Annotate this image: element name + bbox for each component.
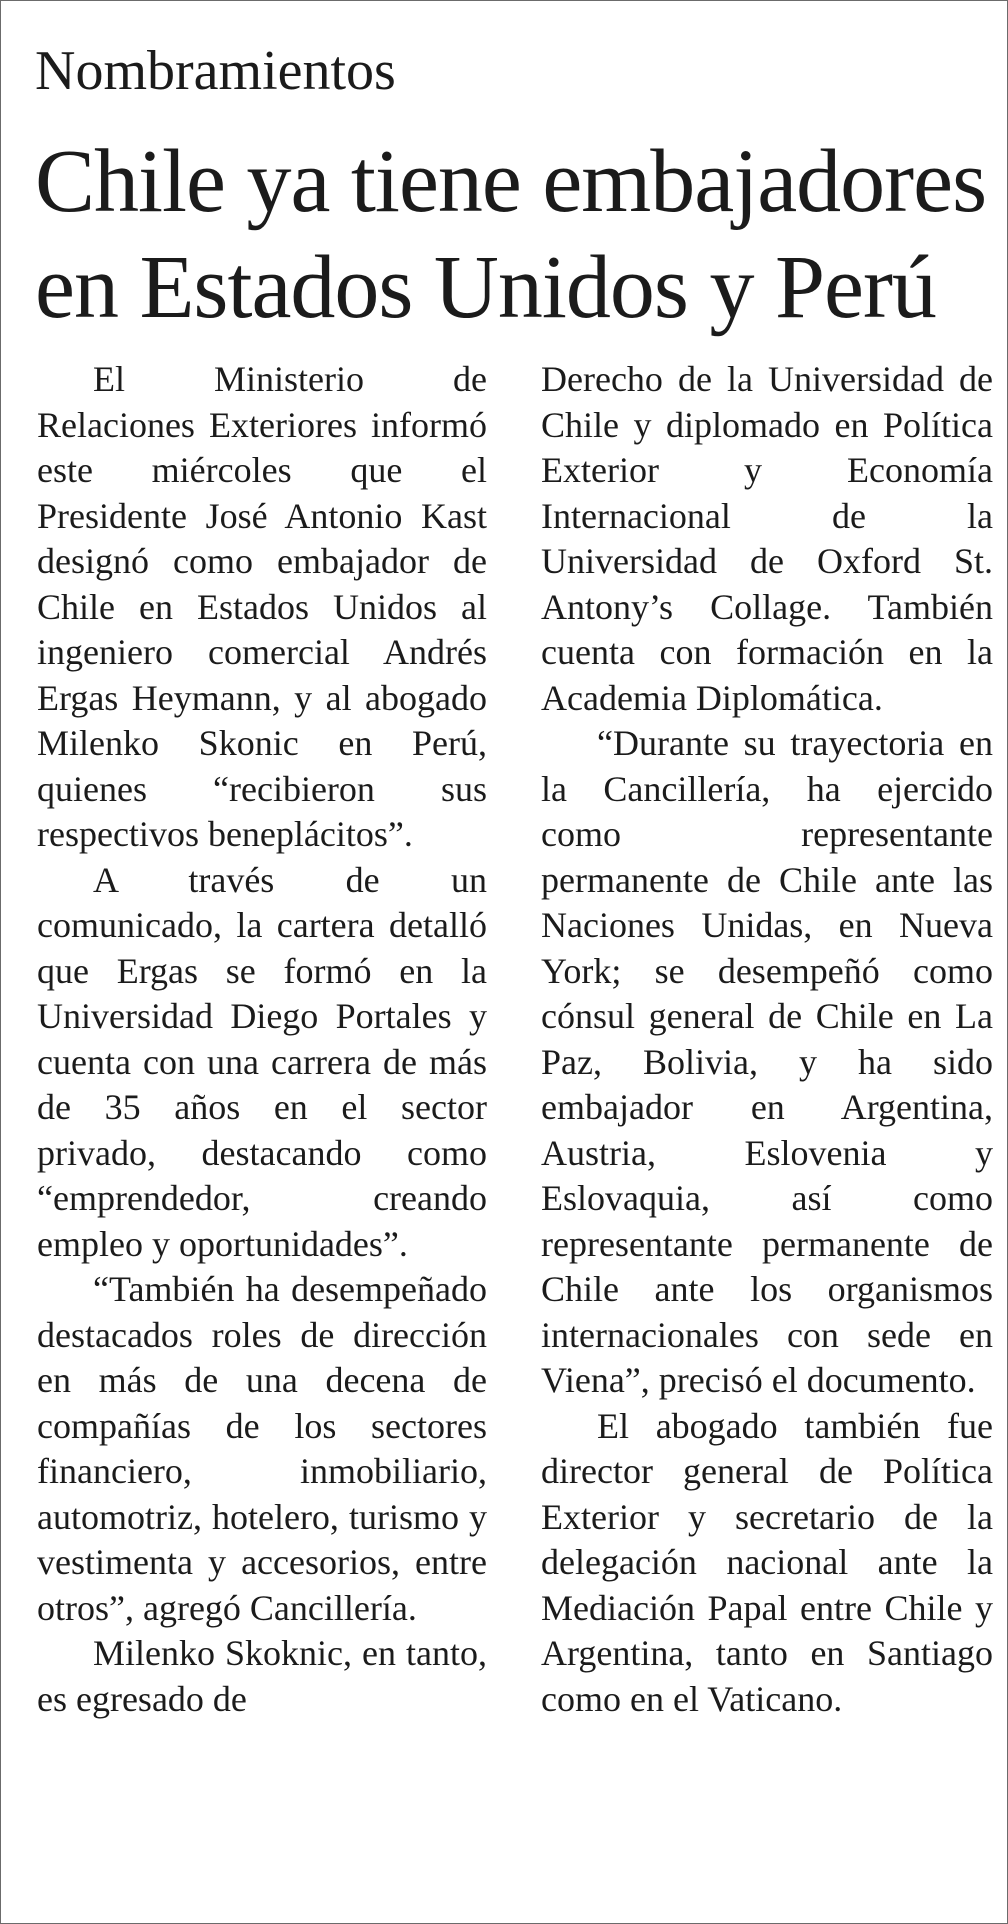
- body-paragraph: “También ha desempeñado destacados roles de dirección en más de una decena de compañías de los sectores financiero, inmobiliario, automotriz, hotelero, turismo y vestimenta y accesorios, entre otros”, agregó Cancillería.: [37, 1269, 487, 1628]
- section-kicker: Nombramientos: [35, 40, 396, 102]
- body-paragraph: El Ministerio de Relaciones Exteriores informó este miércoles que el Presidente José Antonio Kast designó como embajador de Chile en Estados Unidos al ingeniero comercial Andrés Ergas Heymann, y al abogado Milenko Skonic en Perú, quienes “recibieron sus respectivos beneplácitos”.: [37, 359, 487, 854]
- body-paragraph: Derecho de la Universidad de Chile y diplomado en Política Exterior y Economía Internacional de la Universidad de Oxford St. Antony’s Collage. También cuenta con formación en la Academia Diplomática.: [541, 359, 993, 718]
- article-headline: Chile ya tiene embajadores en Estados Unidos y Perú: [35, 132, 987, 337]
- body-column-right: [541, 357, 993, 1722]
- body-paragraph: A través de un comunicado, la cartera detalló que Ergas se formó en la Universidad Diego Portales y cuenta con una carrera de más de 35 años en el sector privado, destacando como “emprendedor, creando empleo y oportunidades”.: [37, 859, 487, 1264]
- body-paragraph: “Durante su trayectoria en la Cancillería, ha ejercido como representante permanente de Chile ante las Naciones Unidas, en Nueva York; se desempeñó como cónsul general de Chile en La Paz, Bolivia, y ha sido embajador en Argentina, Austria, Eslovenia y Eslovaquia, así como representante permanente de Chile ante los organismos internacionales con sede en Viena”, precisó el documento.: [541, 723, 993, 1400]
- body-column-left: [37, 357, 487, 1722]
- body-paragraph: El abogado también fue director general de Política Exterior y secretario de la delegación nacional ante la Mediación Papal entre Chile y Argentina, tanto en Santiago como en el Vaticano.: [541, 1405, 993, 1719]
- body-paragraph: Milenko Skoknic, en tanto, es egresado de: [37, 1633, 487, 1719]
